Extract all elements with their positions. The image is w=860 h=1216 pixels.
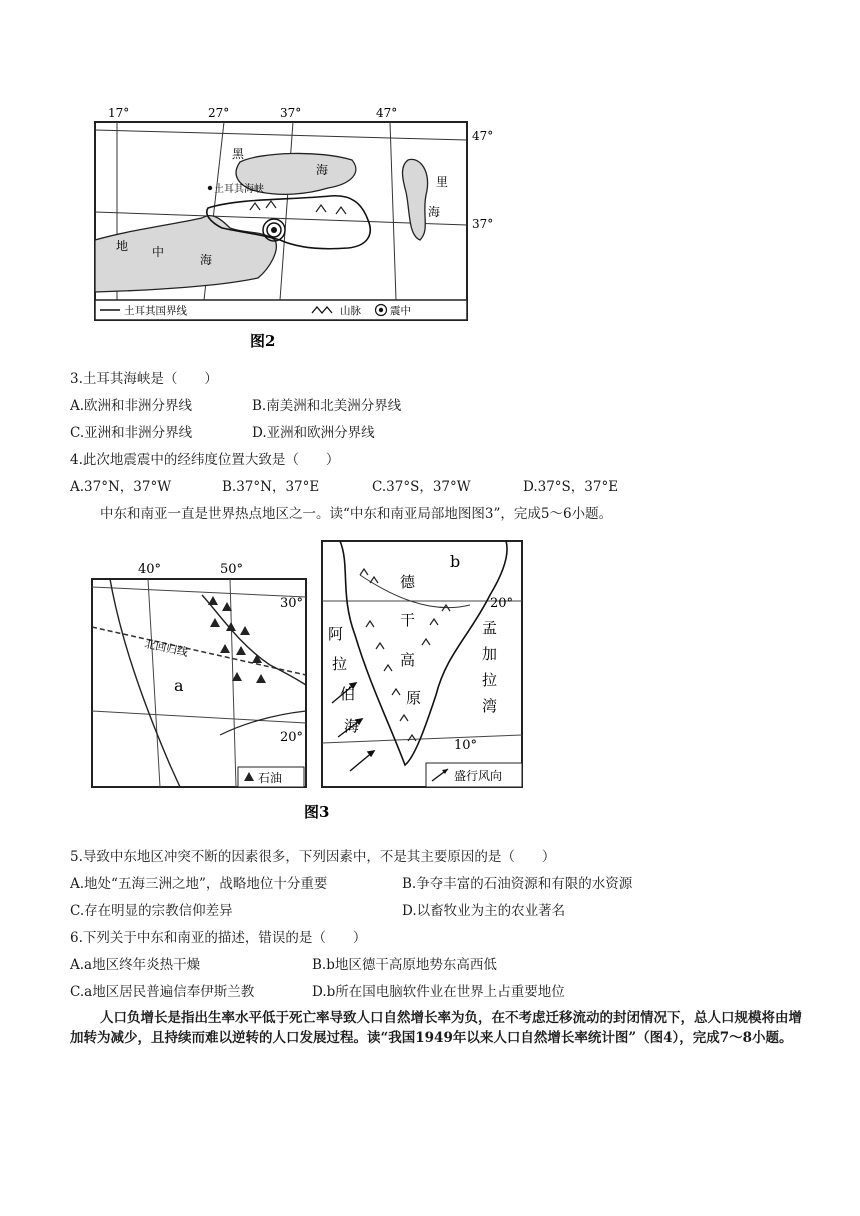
- label-med-1: 地: [116, 239, 129, 253]
- label-strait: 土耳其海峡: [214, 184, 264, 195]
- lat-label-47: 47°: [472, 129, 494, 143]
- fig3-legend-wind: 盛行风向: [454, 769, 503, 783]
- question-4-stem: 4.此次地震震中的经纬度位置大致是（ ）: [70, 452, 340, 468]
- question-5-stem: 5.导致中东地区冲突不断的因素很多，下列因素中，不是其主要原因的是（ ）: [70, 849, 556, 865]
- question-6-option-b: B.b地区德干高原地势东高西低: [312, 957, 497, 973]
- label-black-sea-1: 黑: [232, 147, 245, 161]
- question-3-stem: 3.土耳其海峡是（ ）: [70, 371, 218, 387]
- epicenter-icon: [263, 219, 285, 241]
- fig3-bengal-3: 拉: [482, 671, 498, 689]
- fig3-arabian-2: 拉: [332, 655, 348, 673]
- legend-epicenter: 震中: [390, 305, 411, 317]
- fig3-bengal-4: 湾: [482, 697, 498, 715]
- fig3-region-b: b: [450, 552, 461, 571]
- fig3-deccan-3: 高: [400, 651, 416, 669]
- question-3-option-c: C.亚洲和非洲分界线: [70, 425, 193, 441]
- label-caspian-1: 里: [436, 175, 449, 189]
- fig3-lat-10-right: 10°: [454, 738, 478, 753]
- question-4-option-a: A.37°N，37°W: [70, 479, 172, 495]
- lon-label-47: 47°: [376, 106, 398, 120]
- figure-3-caption: 图3: [304, 803, 330, 821]
- figure-2-map: [90, 100, 510, 360]
- question-6-stem: 6.下列关于中东和南亚的描述，错误的是（ ）: [70, 930, 367, 946]
- fig3-arabian-3: 伯: [340, 685, 356, 703]
- fig3-deccan-2: 干: [400, 611, 416, 629]
- question-6-option-c: C.a地区居民普遍信奉伊斯兰教: [70, 984, 255, 1000]
- fig3-lat-20: 20°: [280, 730, 304, 745]
- fig3-bengal-2: 加: [482, 645, 498, 663]
- intro-figure-4: 人口负增长是指出生率水平低于死亡率导致人口自然增长率为负，在不考虑迁移流动的封闭情况下，总人口规模将由增加转为减少，且持续而难以逆转的人口发展过程。读“我国1949年以来人口自然增长率统计图”（图4），完成7～8小题。: [70, 1010, 802, 1046]
- fig3-arabian-1: 阿: [328, 625, 344, 643]
- fig3-deccan-1: 德: [400, 573, 416, 591]
- question-5-option-d: D.以畜牧业为主的农业著名: [402, 903, 566, 919]
- figure-2-caption: 图2: [250, 332, 276, 350]
- label-med-3: 海: [200, 253, 213, 267]
- fig3-legend-oil: 石油: [258, 771, 283, 785]
- question-4-option-b: B.37°N，37°E: [222, 479, 320, 495]
- fig3-lat-30: 30°: [280, 596, 304, 611]
- question-6-option-a: A.a地区终年炎热干燥: [70, 957, 201, 973]
- label-med-2: 中: [152, 245, 165, 259]
- lon-label-17: 17°: [108, 106, 130, 120]
- question-5-option-b: B.争夺丰富的石油资源和有限的水资源: [402, 876, 633, 892]
- lon-label-27: 27°: [208, 106, 230, 120]
- question-4-option-c: C.37°S，37°W: [372, 479, 471, 495]
- fig3-tropic-label: 北回归线: [143, 637, 190, 660]
- intro-figure-3: 中东和南亚一直是世界热点地区之一。读“中东和南亚局部地图图3”，完成5～6小题。: [100, 506, 613, 522]
- question-5-option-c: C.存在明显的宗教信仰差异: [70, 903, 233, 919]
- question-3-option-b: B.南美洲和北美洲分界线: [252, 398, 402, 414]
- legend-border: 土耳其国界线: [124, 305, 187, 317]
- question-3-option-d: D.亚洲和欧洲分界线: [252, 425, 375, 441]
- fig3-lon-40: 40°: [138, 562, 162, 577]
- label-caspian-2: 海: [428, 205, 441, 219]
- question-4-option-d: D.37°S，37°E: [523, 479, 619, 495]
- fig3-region-a: a: [174, 676, 184, 695]
- legend-mountain: 山脉: [340, 305, 361, 317]
- fig3-arabian-4: 海: [344, 717, 360, 735]
- question-6-option-d: D.b所在国电脑软件业在世界上占重要地位: [312, 984, 565, 1000]
- question-5-option-a: A.地处“五海三洲之地”，战略地位十分重要: [70, 876, 328, 892]
- fig3-bengal-1: 孟: [482, 619, 498, 637]
- fig3-deccan-4: 原: [406, 689, 422, 707]
- question-3-option-a: A.欧洲和非洲分界线: [70, 398, 193, 414]
- fig3-lon-50: 50°: [220, 562, 244, 577]
- lon-label-37: 37°: [280, 106, 302, 120]
- fig3-lat-20-right: 20°: [490, 596, 514, 611]
- lat-label-37: 37°: [472, 217, 494, 231]
- figure-3-map: [70, 535, 540, 835]
- label-black-sea-2: 海: [316, 163, 329, 177]
